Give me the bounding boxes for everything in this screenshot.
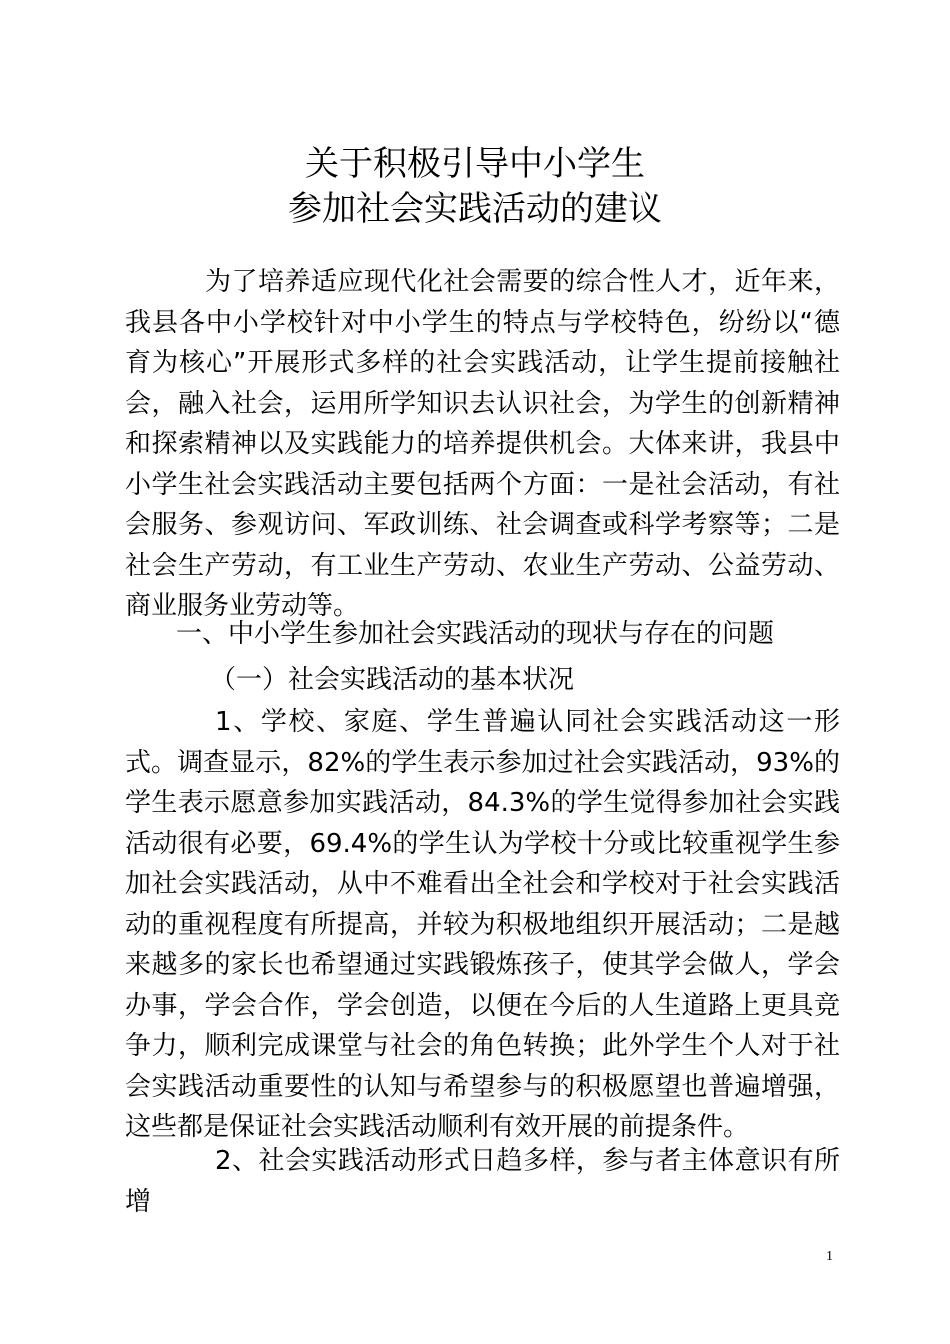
intro-paragraph: 为了培养适应现代化社会需要的综合性人才，近年来，我县各中小学校针对中小学生的特点与学校特色，纷纷以“德育为核心”开展形式多样的社会实践活动，让学生提前接触社会，融入社会，运用所学知识去认识社会，为学生的创新精神和探索精神以及实践能力的培养提供机会。大体来讲，我县中小学生社会实践活动主要包括两个方面：一是社会活动，有社会服务、参观访问、军政训练、社会调查或科学考察等；二是社会生产劳动，有工业生产劳动、农业生产劳动、公益劳动、商业服务业劳动等。 xyxy=(125,267,840,621)
document-title-line-1: 关于积极引导中小学生 xyxy=(305,144,645,184)
section-heading: 一、中小学生参加社会实践活动的现状与存在的问题 xyxy=(176,619,775,649)
paragraph-2: 2、社会实践活动形式日趋多样，参与者主体意识有所增 xyxy=(125,1146,840,1217)
page-number: 1 xyxy=(826,1249,833,1264)
subsection-heading: （一）社会实践活动的基本状况 xyxy=(210,665,575,695)
paragraph-1: 1、学校、家庭、学生普遍认同社会实践活动这一形式。调查显示，82%的学生表示参加过社会实践活动，93%的学生表示愿意参加实践活动，84.3%的学生觉得参加社会实践活动很有必要，69.4%的学生认为学校十分或比较重视学生参加社会实践活动，从中不难看出全社会和学校对于社会实践活动的重视程度有所提高，并较为积极地组织开展活动；二是越来越多的家长也希望通过实践锻炼孩子，使其学会做人，学会办事，学会合作，学会创造，以便在今后的人生道路上更具竞争力，顺利完成课堂与社会的角色转换；此外学生个人对于社会实践活动重要性的认知与希望参与的积极愿望也普遍增强，这些都是保证社会实践活动顺利有效开展的前提条件。 xyxy=(125,707,840,1142)
document-title-line-2: 参加社会实践活动的建议 xyxy=(288,189,662,229)
